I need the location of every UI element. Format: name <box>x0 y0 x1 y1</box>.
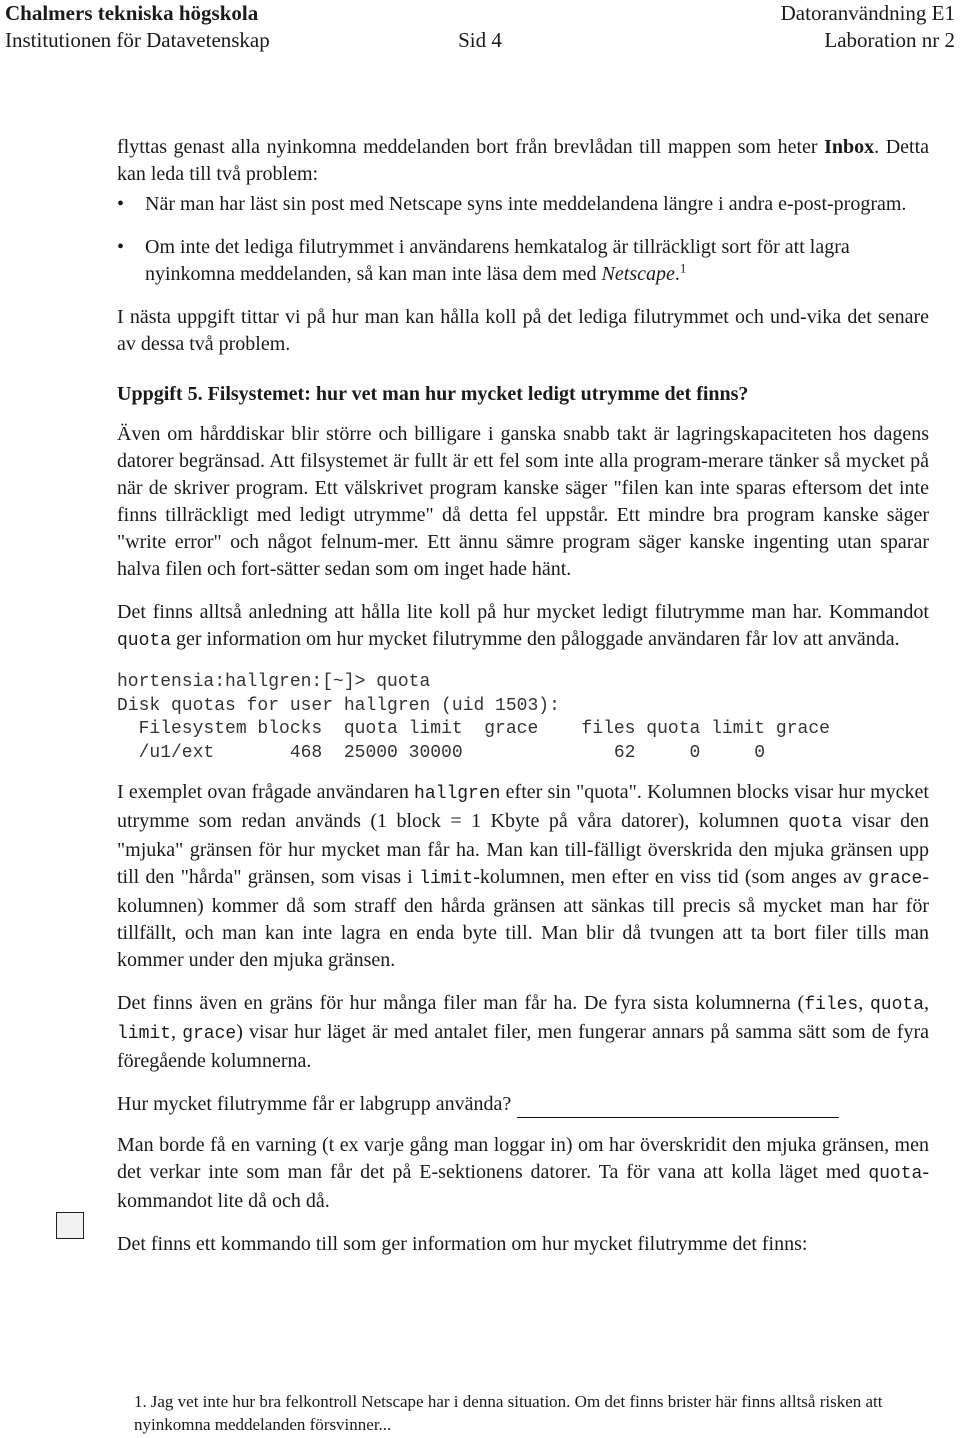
inbox-term: Inbox <box>824 136 875 158</box>
department-name: Institutionen för Datavetenskap <box>5 28 270 52</box>
list-item: • När man har läst sin post med Netscape syns inte meddelandena längre i andra e-post-program. <box>117 191 929 218</box>
paragraph-intro: flyttas genast alla nyinkomna meddelanden bort från brevlådan till mappen som heter Inbox. Detta kan leda till två problem: <box>117 136 930 185</box>
question-text: Hur mycket filutrymme får er labgrupp använda? <box>117 1093 512 1115</box>
bullet-icon: • <box>117 193 125 215</box>
paragraph-quota-intro: Det finns alltså anledning att hålla lite koll på hur mycket ledigt filutrymme man har. Kommandot quota ger information om hur mycket filutrymme den påloggade användaren får lov att använda. <box>117 601 929 651</box>
quota-output-example <box>117 671 929 765</box>
code-line: /u1/ext 468 25000 30000 62 0 0 <box>117 742 766 763</box>
question-row <box>117 1091 929 1118</box>
paragraph-warning: Man borde få en varning (t ex varje gång man loggar in) om har överskridit den mjuka gränsen, men det verkar inte som man får det på E-sektionens datorer. Ta för vana att kolla läget med quota-kommandot lite då och då. <box>117 1134 929 1212</box>
paragraph-explanation: I exemplet ovan frågade användaren hallgren efter sin "quota". Kolumnen blocks visar hur mycket utrymme som redan används (1 block = 1 Kbyte på våra datorer), kolumnen quota visar den "mjuka" gränsen för hur mycket man får ha. Man kan till-fälligt överskrida den mjuka gränsen upp till den "hårda" gränsen, som visas i limit-kolumnen, men efter en viss tid (som anges av grace-kolumnen) kommer då som straff den hårda gränsen att sänkas till precis så mycket man har för tillfällt, och man kan inte lagra en enda byte till. Man blir då tvungen att ta bort filer tills man kommer under den mjuka gränsen. <box>117 781 929 971</box>
paragraph-filesystem: Även om hårddiskar blir större och billigare i ganska snabb takt är lagringskapaciteten hos dagens datorer begränsad. Att filsystemet är fullt är ett fel som inte alla program-merare tänker så mycket på när de skriver program. Ett välskrivet program kanske säger "filen kan inte sparas eftersom det inte finns tillräckligt med ledigt utrymme" då detta fel uppstår. Ett mindre bra program kanske säger "write error" och något felnum-mer. Ett ännu sämre program säger kanske ingenting utan sparar halva filen och fort-sätter sedan som om inget hade hänt. <box>117 423 929 580</box>
list-item: • Om inte det lediga filutrymmet i användarens hemkatalog är tillräckligt sort för att lagra nyinkomna meddelanden, så kan man inte läsa dem med Netscape.$^1$ <box>117 236 850 285</box>
code-line: hortensia:hallgren:[~]> quota <box>117 672 431 692</box>
footnote-number: 1. <box>134 1392 147 1411</box>
paragraph-next-command: Det finns ett kommando till som ger information om hur mycket filutrymme det finns: <box>117 1233 808 1255</box>
quota-command: quota <box>117 631 172 651</box>
task-heading: Uppgift 5. Filsystemet: hur vet man hur mycket ledigt utrymme det finns? <box>117 383 749 405</box>
lab-number: Laboration nr 2 <box>824 28 955 52</box>
code-line: Filesystem blocks quota limit grace files quota limit grace <box>117 719 830 739</box>
problem-list <box>117 191 929 288</box>
paragraph-file-limits: Det finns även en gräns för hur många filer man får ha. De fyra sista kolumnerna (files, quota, limit, grace) visar hur läget är med antalet filer, men fungerar annars på samma sätt som de fyra föregående kolumnerna. <box>117 992 930 1072</box>
page-number: Sid 4 <box>458 28 502 52</box>
answer-checkbox[interactable] <box>56 1212 84 1239</box>
footnote <box>134 1390 914 1436</box>
page-body <box>117 134 929 1258</box>
bullet-icon: • <box>117 236 125 258</box>
paragraph-next-task: I nästa uppgift tittar vi på hur man kan hålla koll på det lediga filutrymmet och und-vika det senare av dessa två problem. <box>117 306 929 355</box>
course-name: Datoranvändning E1 <box>780 1 955 25</box>
code-line: Disk quotas for user hallgren (uid 1503): <box>117 695 560 716</box>
answer-field[interactable] <box>517 1095 839 1118</box>
footnote-text: Jag vet inte hur bra felkontroll Netscape har i denna situation. Om det finns brister här finns alltså risken att nyinkomna meddelanden försvinner... <box>134 1392 883 1434</box>
university-name: Chalmers tekniska högskola <box>5 1 259 25</box>
footnote-ref[interactable]: 1 <box>679 260 687 276</box>
page-header <box>5 0 955 54</box>
